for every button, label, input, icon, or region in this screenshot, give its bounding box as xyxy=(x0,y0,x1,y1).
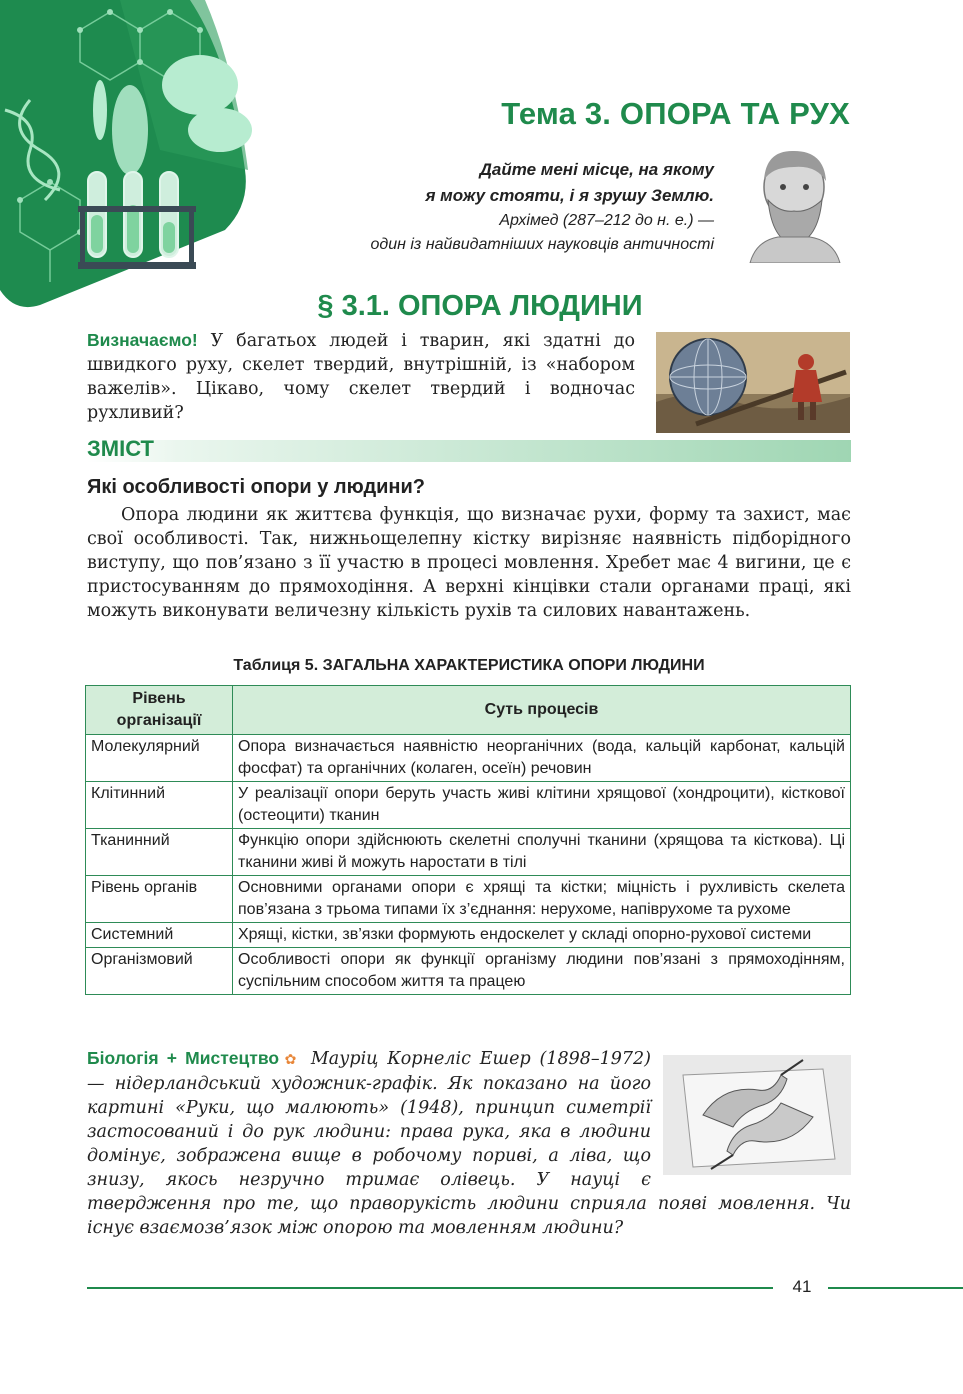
art-text: Мауріц Корнеліс Ешер (1898–1972) — нідерландський художник-графік. Як показано на його картині «Руки, що малюють» (1948), принцип симетрії застосований і до рук людини: права рука, яка в людини домінує, зображена вище в робочому пориві, а ліва, що знизу, якось незручно тримає олівець. У науці є твердження про те, що праворукість людини сприяла появі мовлення. Чи існує взаємозв’язок між опорою та мовленням людини? xyxy=(87,1049,851,1238)
body-text xyxy=(87,503,851,623)
flower-icon: ✿ xyxy=(284,1052,297,1068)
topic-title: Тема 3. ОПОРА ТА РУХ xyxy=(501,96,850,131)
table-cell-level: Організмовий xyxy=(86,948,233,995)
section-title: § 3.1. ОПОРА ЛЮДИНИ xyxy=(317,290,643,322)
table-cell-level: Рівень органів xyxy=(86,876,233,923)
table-row xyxy=(86,735,851,782)
page-number: 41 xyxy=(792,1277,812,1296)
table-row xyxy=(86,948,851,995)
content-header-bar xyxy=(87,440,851,462)
column-header-level: Рівень організації xyxy=(86,686,233,735)
table-cell-level: Молекулярний xyxy=(86,735,233,782)
column-header-description: Суть процесів xyxy=(233,686,851,735)
quote-author-description: один із найвидатніших науковців античності xyxy=(370,236,714,253)
subsection-question: Які особливості опори у людини? xyxy=(87,476,426,498)
intro-lead: Визначаємо! xyxy=(87,330,198,350)
table-row xyxy=(86,829,851,876)
intro-paragraph xyxy=(87,328,635,425)
table-cell-description: Опора визначається наявністю неорганічних (вода, кальцій карбонат, кальцій фосфат) та органічних (колаген, осеїн) речовин xyxy=(233,735,851,782)
footer-rule xyxy=(87,1287,773,1289)
table-row xyxy=(86,923,851,948)
table-caption: Таблиця 5. ЗАГАЛЬНА ХАРАКТЕРИСТИКА ОПОРИ ЛЮДИНИ xyxy=(233,657,705,674)
table-cell-description: Основними органами опори є хрящі та кістки; міцність і рухливість скелета пов’язана з трьома типами їх з’єднання: нерухоме, напіврухоме та рухоме xyxy=(233,876,851,923)
table-cell-description: Хрящі, кістки, зв’язки формують ендоскелет у складі опорно-рухової системи xyxy=(233,923,851,948)
table-cell-level: Тканинний xyxy=(86,829,233,876)
table-cell-description: У реалізації опори беруть участь живі клітини хрящової (хондроцити), кісткової (остеоцити) тканин xyxy=(233,782,851,829)
art-box xyxy=(87,1046,851,1240)
content-label: ЗМІСТ xyxy=(87,436,154,461)
epigraph-quote xyxy=(300,157,714,257)
table-cell-level: Системний xyxy=(86,923,233,948)
table-cell-level: Клітинний xyxy=(86,782,233,829)
body-paragraph: Опора людини як життєва функція, що визначає рухи, форму та захист, має свої особливості. Так, нижньощелепну кістку вирізняє наявність підборідного виступу, що пов’язано з її участю в процесі мовлення. Хребет має 4 вигини, це є пристосуванням до прямоходіння. А верхні кінцівки стали органами праці, які можуть виконувати величезну кількість рухів та силових навантажень. xyxy=(87,505,851,621)
table-cell-description: Особливості опори як функції організму людини пов’язані з прямоходінням, суспільним способом життя та працею xyxy=(233,948,851,995)
table-row xyxy=(86,876,851,923)
archimedes-lever-illustration xyxy=(656,332,850,433)
quote-line: я можу стояти, і я зрушу Землю. xyxy=(425,186,714,205)
quote-line: Дайте мені місце, на якому xyxy=(479,160,714,179)
footer-rule xyxy=(828,1287,963,1289)
table-row xyxy=(86,782,851,829)
table-cell-description: Функцію опори здійснюють скелетні сполучні тканини (хрящова та кісткова). Ці тканини живі й можуть наростати в тілі xyxy=(233,829,851,876)
art-lead: Біологія + Мистецтво xyxy=(87,1048,280,1068)
support-characteristics-table xyxy=(85,685,851,995)
table-header-row xyxy=(86,686,851,735)
corner-decoration xyxy=(0,0,270,310)
intro-text: У багатьох людей і тварин, які здатні до швидкого руху, скелет твердий, внутрішній, із «набором важелів». Цікаво, чому скелет твердий і водночас рухливий? xyxy=(87,331,635,423)
quote-author: Архімед (287–212 до н. е.) — xyxy=(499,212,714,229)
archimedes-portrait-image xyxy=(736,145,851,263)
